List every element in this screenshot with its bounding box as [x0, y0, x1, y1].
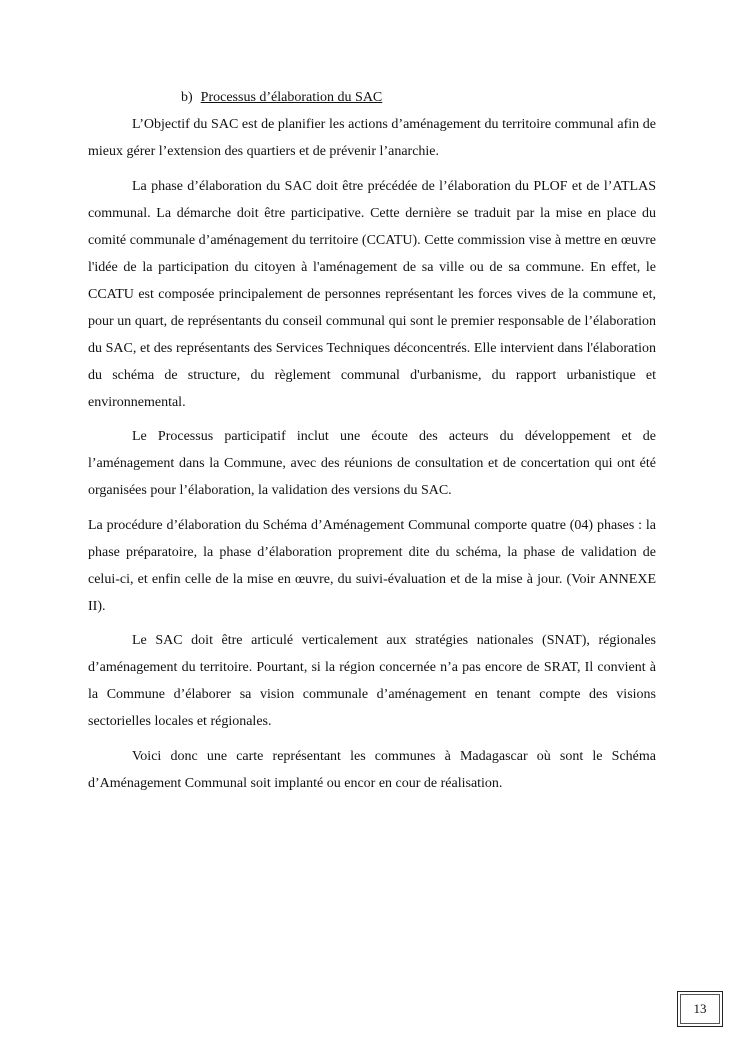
paragraph-elaboration-phase: La phase d’élaboration du SAC doit être précédée de l’élaboration du PLOF et de l’ATLAS communal. La démarche doit être participative. Cette dernière se traduit par la mise en place du comité communale d’aménagement du territoire (CCATU). Cette commission vise à mettre en œuvre l'idée de la participation du citoyen à l'aménagement de sa ville ou de sa commune. En effet, le CCATU est composée principalement de personnes représentant les forces vives de la commune et, pour un quart, de représentants du conseil communal qui sont le premier responsable de l’élaboration du SAC, et des représentants des Services Techniques déconcentrés. Elle intervient dans l'élaboration du schéma de structure, du règlement communal d'urbanisme, du rapport urbanistique et environnemental.: [88, 178, 656, 410]
paragraph-articulation: Le SAC doit être articulé verticalement aux stratégies nationales (SNAT), régionales d’aménagement du territoire. Pourtant, si la région concernée n’a pas encore de SRAT, Il convient à la Commune d’élaborer sa vision communale d’aménagement en tenant compte des visions sectorielles locales et régionales.: [88, 633, 656, 729]
document-page: [88, 86, 656, 804]
section-title: Processus d’élaboration du SAC: [200, 90, 383, 105]
paragraph-objective: L’Objectif du SAC est de planifier les actions d’aménagement du territoire communal afin de mieux gérer l’extension des quartiers et de prévenir l’anarchie.: [88, 117, 656, 159]
page-number-box: [677, 991, 723, 1027]
section-heading: [181, 86, 656, 110]
paragraph-participatory-process: Le Processus participatif inclut une écoute des acteurs du développement et de l’aménagement dans la Commune, avec des réunions de consultation et de concertation qui ont été organisées pour l’élaboration, la validation des versions du SAC.: [88, 429, 656, 498]
page-number: 13: [693, 1001, 707, 1016]
paragraph-map-intro: Voici donc une carte représentant les communes à Madagascar où sont le Schéma d’Aménagement Communal soit implanté ou encor en cour de réalisation.: [88, 748, 656, 791]
paragraph-procedure: La procédure d’élaboration du Schéma d’Aménagement Communal comporte quatre (04) phases : la phase préparatoire, la phase d’élaboration proprement dite du schéma, la phase de validation de celui-ci, et enfin celle de la mise en œuvre, du suivi-évaluation et de la mise à jour. (Voir ANNEXE II).: [88, 517, 656, 614]
section-label: b): [181, 90, 193, 105]
